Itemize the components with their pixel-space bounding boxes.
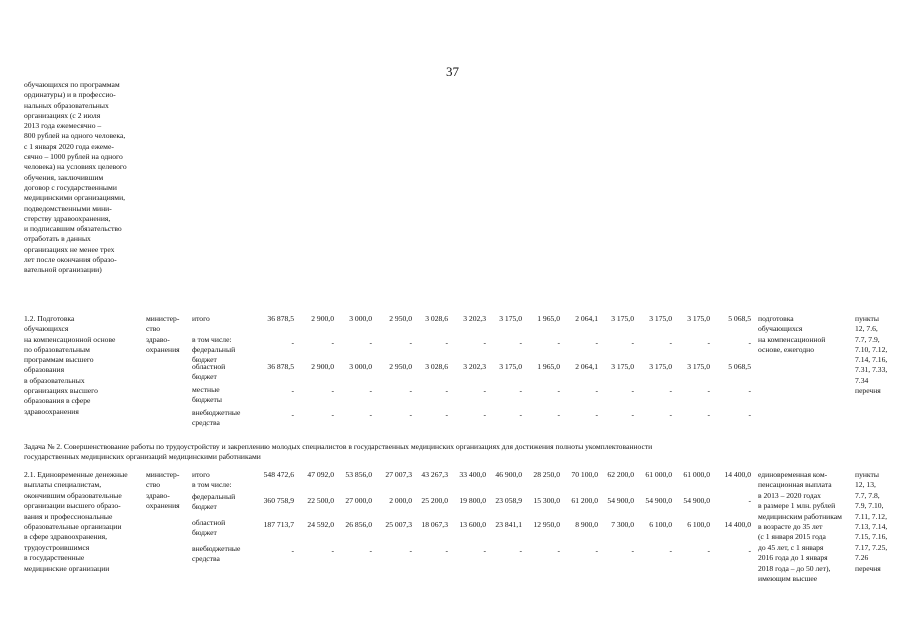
amount-cell: 54 900,0 xyxy=(645,496,672,505)
continuation-line: сячно – 1000 рублей на одного xyxy=(24,152,123,162)
row-executor-line: ство xyxy=(146,480,161,490)
amount-cell: - xyxy=(331,338,334,347)
amount-cell: - xyxy=(557,410,560,419)
amount-cell: - xyxy=(631,410,634,419)
continuation-line: 800 рублей на одного человека, xyxy=(24,131,126,141)
amount-cell: - xyxy=(445,386,448,395)
amount-cell: 28 250,0 xyxy=(533,470,560,479)
continuation-line: обучения, заключившим xyxy=(24,172,104,182)
funding-source-label-line: внебюджетные xyxy=(192,408,241,417)
amount-cell: 54 900,0 xyxy=(607,496,634,505)
row-name-line: организациях высшего xyxy=(24,386,98,396)
task-2-line: государственных медицинских организаций медицинскими работниками xyxy=(24,452,261,462)
funding-source-label-line: федеральный xyxy=(192,345,236,354)
task-2-line: Задача № 2. Совершенствование работы по трудоустройству и закреплению молодых специалистов в государственных медицинских организациях для достижения полноты укомплектованности xyxy=(24,442,653,451)
expected-result-block xyxy=(758,314,850,355)
amount-cell: 3 028,6 xyxy=(425,314,448,323)
expected-result-line: 2018 года – до 50 лет), xyxy=(758,563,831,573)
amount-cell: - xyxy=(631,338,634,347)
list-reference-line: 7.14, 7.16, xyxy=(855,355,888,365)
amount-cell: 61 000,0 xyxy=(645,470,672,479)
amount-cell: 62 200,0 xyxy=(607,470,634,479)
amount-cell: - xyxy=(557,546,560,555)
funding-source-label-block xyxy=(192,470,254,490)
row-executor-line: здраво- xyxy=(146,334,170,344)
task-2-heading xyxy=(24,442,652,463)
list-reference-line: пункты xyxy=(855,470,879,479)
amount-cell: - xyxy=(669,546,672,555)
continuation-text xyxy=(24,80,174,276)
amount-cell: 53 856,0 xyxy=(345,470,372,479)
row-executor-line: ство xyxy=(146,324,161,334)
funding-source-label-block xyxy=(192,408,254,428)
amount-cell: 25 007,3 xyxy=(385,520,412,529)
list-reference-line: 7.26 xyxy=(855,553,869,563)
expected-result-line: пенсационная выплата xyxy=(758,480,832,490)
amount-cell: 7 300,0 xyxy=(611,520,634,529)
list-reference-line: 7.31, 7.33, xyxy=(855,365,888,375)
amount-cell: 2 900,0 xyxy=(311,314,334,323)
amount-cell: 24 592,0 xyxy=(307,520,334,529)
amount-cell: - xyxy=(748,496,751,505)
amount-cell: 54 900,0 xyxy=(683,496,710,505)
row-name-line: 2.1. Единовременные денежные xyxy=(24,470,128,479)
amount-cell: - xyxy=(748,410,751,419)
amount-cell: - xyxy=(291,546,294,555)
amount-cell: 3 028,6 xyxy=(425,362,448,371)
amount-cell: - xyxy=(445,338,448,347)
continuation-line: организациях не менее трех xyxy=(24,244,115,254)
funding-source-label-line: бюджет xyxy=(192,372,217,381)
amount-cell: 36 878,5 xyxy=(267,362,294,371)
row-name-line: образовательные организации xyxy=(24,522,122,532)
continuation-line: лет после окончания образо- xyxy=(24,255,117,265)
continuation-line: стерству здравоохранения, xyxy=(24,213,111,223)
amount-cell: - xyxy=(707,546,710,555)
list-reference-line: 7.13, 7.14, xyxy=(855,522,888,532)
expected-result-line: (с 1 января 2015 года xyxy=(758,532,826,542)
continuation-line: договор с государственными xyxy=(24,182,117,192)
amount-cell: 2 000,0 xyxy=(389,496,412,505)
row-name-line: образования xyxy=(24,365,65,375)
amount-cell: - xyxy=(669,338,672,347)
amount-cell: - xyxy=(707,386,710,395)
amount-cell: - xyxy=(631,546,634,555)
list-reference-line: 7.11, 7.12, xyxy=(855,511,887,521)
amount-cell: - xyxy=(669,386,672,395)
expected-result-line: 2016 года до 1 января xyxy=(758,553,828,563)
amount-cell: 5 068,5 xyxy=(728,362,751,371)
continuation-line: медицинскими организациями, xyxy=(24,193,126,203)
continuation-line: с 1 января 2020 года ежеме- xyxy=(24,141,114,151)
amount-cell: 33 400,0 xyxy=(459,470,486,479)
row-name-line: медицинские организации xyxy=(24,563,110,573)
list-reference-line: 7.7, 7.9, xyxy=(855,334,880,344)
amount-cell: - xyxy=(483,338,486,347)
amount-cell: 23 058,9 xyxy=(495,496,522,505)
amount-cell: 2 064,1 xyxy=(575,362,598,371)
row-executor-line: здраво- xyxy=(146,490,170,500)
amount-cell: 3 202,3 xyxy=(463,362,486,371)
funding-source-label-block xyxy=(192,385,254,405)
expected-result-block xyxy=(758,470,850,584)
amount-cell: - xyxy=(483,386,486,395)
expected-result-line: медицинским работникам xyxy=(758,511,842,521)
continuation-line: и подписавшим обязательство xyxy=(24,224,122,234)
funding-source-label-block xyxy=(192,335,254,365)
continuation-line: нальных образовательных xyxy=(24,100,109,110)
list-reference-line: 7.34 xyxy=(855,375,869,385)
amount-cell: 43 267,3 xyxy=(421,470,448,479)
amount-cell: 12 950,0 xyxy=(533,520,560,529)
amount-cell: - xyxy=(669,410,672,419)
expected-result-line: подготовка xyxy=(758,314,794,323)
continuation-line: вательной организации) xyxy=(24,265,102,275)
amount-cell: 360 758,9 xyxy=(263,496,294,505)
funding-source-label-line: областной xyxy=(192,518,226,527)
amount-cell: - xyxy=(748,338,751,347)
amount-cell: - xyxy=(483,546,486,555)
amount-cell: 14 400,0 xyxy=(724,520,751,529)
amount-cell: 25 200,0 xyxy=(421,496,448,505)
amount-cell: 6 100,0 xyxy=(649,520,672,529)
amount-cell: - xyxy=(409,338,412,347)
funding-source-label-block xyxy=(192,518,254,538)
amount-cell: - xyxy=(595,546,598,555)
row-name-line: в государственные xyxy=(24,553,85,563)
amount-cell: 3 175,0 xyxy=(611,362,634,371)
amount-cell: - xyxy=(291,338,294,347)
row-executor-block xyxy=(146,314,194,355)
funding-source-label-line: в том числе: xyxy=(192,335,232,344)
amount-cell: 13 600,0 xyxy=(459,520,486,529)
expected-result-line: основе, ежегодно xyxy=(758,344,815,354)
row-name-line: программам высшего xyxy=(24,355,94,365)
row-executor-line: охранения xyxy=(146,344,180,354)
row-name-line: вания и профессиональные xyxy=(24,511,113,521)
amount-cell: 5 068,5 xyxy=(728,314,751,323)
amount-cell: 15 300,0 xyxy=(533,496,560,505)
amount-cell: - xyxy=(369,410,372,419)
amount-cell: 6 100,0 xyxy=(687,520,710,529)
continuation-line: подведомственными мини- xyxy=(24,203,112,213)
amount-cell: - xyxy=(369,546,372,555)
row-name-line: трудоустроившимся xyxy=(24,542,90,552)
amount-cell: - xyxy=(748,546,751,555)
list-reference-block xyxy=(855,470,900,574)
row-name-block xyxy=(24,314,149,417)
amount-cell: - xyxy=(291,386,294,395)
amount-cell: 27 000,0 xyxy=(345,496,372,505)
amount-cell: - xyxy=(557,338,560,347)
funding-source-label-line: бюджет xyxy=(192,355,217,364)
amount-cell: 3 175,0 xyxy=(649,362,672,371)
amount-cell: - xyxy=(445,410,448,419)
amount-cell: 2 064,1 xyxy=(575,314,598,323)
amount-cell: 1 965,0 xyxy=(537,362,560,371)
continuation-line: отработать в данных xyxy=(24,234,91,244)
list-reference-block xyxy=(855,314,900,396)
amount-cell: - xyxy=(595,386,598,395)
amount-cell: - xyxy=(707,410,710,419)
funding-source-label-line: средства xyxy=(192,418,220,427)
funding-source-label-line: областной xyxy=(192,362,226,371)
amount-cell: 27 007,3 xyxy=(385,470,412,479)
amount-cell: 46 900,0 xyxy=(495,470,522,479)
amount-cell: - xyxy=(331,410,334,419)
list-reference-line: 12, 7.6, xyxy=(855,324,878,334)
amount-cell: 3 175,0 xyxy=(649,314,672,323)
amount-cell: - xyxy=(409,546,412,555)
continuation-line: обучающихся по программам xyxy=(24,80,120,89)
row-name-line: образования в сфере xyxy=(24,396,91,406)
row-name-line: по образовательным xyxy=(24,344,90,354)
continuation-line: человека) на условиях целевого xyxy=(24,162,127,172)
expected-result-line: имеющим высшее xyxy=(758,574,818,584)
amount-cell: 3 175,0 xyxy=(499,362,522,371)
list-reference-line: 7.10, 7.12, xyxy=(855,344,888,354)
list-reference-line: перечня xyxy=(855,563,881,573)
row-executor-line: охранения xyxy=(146,501,180,511)
row-name-line: в сфере здравоохранения, xyxy=(24,532,108,542)
amount-cell: - xyxy=(748,386,751,395)
amount-cell: - xyxy=(331,386,334,395)
row-name-line: окончившим образовательные xyxy=(24,490,122,500)
amount-cell: 3 000,0 xyxy=(349,362,372,371)
continuation-line: организациях (с 2 июля xyxy=(24,110,101,120)
funding-source-label-line: местные xyxy=(192,385,220,394)
amount-cell: 70 100,0 xyxy=(571,470,598,479)
list-reference-line: 7.9, 7.10, xyxy=(855,501,884,511)
amount-cell: - xyxy=(409,386,412,395)
row-name-line: 1.2. Подготовка xyxy=(24,314,75,323)
amount-cell: 19 800,0 xyxy=(459,496,486,505)
amount-cell: 3 175,0 xyxy=(499,314,522,323)
funding-source-label-line: итого xyxy=(192,314,210,323)
amount-cell: 47 092,0 xyxy=(307,470,334,479)
amount-cell: - xyxy=(595,410,598,419)
amount-cell: 3 175,0 xyxy=(687,362,710,371)
funding-source-label-line: федеральный xyxy=(192,492,236,501)
page-number: 37 xyxy=(446,64,459,79)
expected-result-line: единовременная ком- xyxy=(758,470,828,479)
amount-cell: - xyxy=(331,546,334,555)
amount-cell: 548 472,6 xyxy=(263,470,294,479)
row-executor-line: министер- xyxy=(146,470,180,479)
funding-source-label-line: внебюджетные xyxy=(192,544,241,553)
amount-cell: - xyxy=(557,386,560,395)
amount-cell: - xyxy=(519,386,522,395)
list-reference-line: 12, 13, xyxy=(855,480,876,490)
amount-cell: 61 200,0 xyxy=(571,496,598,505)
amount-cell: 2 950,0 xyxy=(389,362,412,371)
amount-cell: 14 400,0 xyxy=(724,470,751,479)
funding-source-label-block xyxy=(192,314,254,324)
amount-cell: - xyxy=(369,386,372,395)
row-name-line: на компенсационной основе xyxy=(24,334,116,344)
expected-result-line: на компенсационной xyxy=(758,334,826,344)
amount-cell: 8 900,0 xyxy=(575,520,598,529)
funding-source-label-block xyxy=(192,544,254,564)
expected-result-line: до 45 лет, с 1 января xyxy=(758,542,824,552)
expected-result-line: обучающихся xyxy=(758,324,803,334)
amount-cell: 1 965,0 xyxy=(537,314,560,323)
amount-cell: - xyxy=(483,410,486,419)
amount-cell: 61 000,0 xyxy=(683,470,710,479)
amount-cell: 2 950,0 xyxy=(389,314,412,323)
amount-cell: - xyxy=(291,410,294,419)
funding-source-label-line: итого xyxy=(192,470,210,479)
amount-cell: - xyxy=(519,546,522,555)
amount-cell: 36 878,5 xyxy=(267,314,294,323)
amount-cell: - xyxy=(707,338,710,347)
funding-source-label-block xyxy=(192,492,254,512)
amount-cell: 3 175,0 xyxy=(611,314,634,323)
list-reference-line: пункты xyxy=(855,314,879,323)
funding-source-label-line: бюджеты xyxy=(192,395,222,404)
amount-cell: - xyxy=(519,338,522,347)
amount-cell: - xyxy=(631,386,634,395)
amount-cell: 23 841,1 xyxy=(495,520,522,529)
row-executor-block xyxy=(146,470,194,512)
funding-source-label-line: бюджет xyxy=(192,502,217,511)
amount-cell: 187 713,7 xyxy=(263,520,294,529)
funding-source-label-block xyxy=(192,362,254,382)
row-executor-line: министер- xyxy=(146,314,180,323)
amount-cell: 3 202,3 xyxy=(463,314,486,323)
row-name-line: в образовательных xyxy=(24,375,85,385)
amount-cell: - xyxy=(519,410,522,419)
continuation-line: 2013 года ежемесячно – xyxy=(24,121,102,131)
list-reference-line: 7.7, 7.8, xyxy=(855,490,880,500)
expected-result-line: в 2013 – 2020 годах xyxy=(758,490,821,500)
funding-source-label-line: средства xyxy=(192,554,220,563)
amount-cell: 26 856,0 xyxy=(345,520,372,529)
amount-cell: - xyxy=(369,338,372,347)
list-reference-line: 7.17, 7.25, xyxy=(855,542,888,552)
row-name-block xyxy=(24,470,149,574)
amount-cell: - xyxy=(409,410,412,419)
amount-cell: - xyxy=(595,338,598,347)
amount-cell: - xyxy=(445,546,448,555)
amount-cell: 2 900,0 xyxy=(311,362,334,371)
row-name-line: выплаты специалистам, xyxy=(24,480,102,490)
list-reference-line: перечня xyxy=(855,386,881,396)
amount-cell: 3 175,0 xyxy=(687,314,710,323)
row-name-line: обучающихся xyxy=(24,324,69,334)
continuation-line: ординатуры) и в профессио- xyxy=(24,90,116,100)
funding-source-label-line: в том числе: xyxy=(192,480,232,489)
funding-source-label-line: бюджет xyxy=(192,528,217,537)
amount-cell: 18 067,3 xyxy=(421,520,448,529)
amount-cell: 22 500,0 xyxy=(307,496,334,505)
expected-result-line: в возрасте до 35 лет xyxy=(758,522,823,532)
expected-result-line: в размере 1 млн. рублей xyxy=(758,501,836,511)
row-name-line: организации высшего образо- xyxy=(24,501,121,511)
amount-cell: 3 000,0 xyxy=(349,314,372,323)
row-name-line: здравоохранения xyxy=(24,406,79,416)
list-reference-line: 7.15, 7.16, xyxy=(855,532,888,542)
